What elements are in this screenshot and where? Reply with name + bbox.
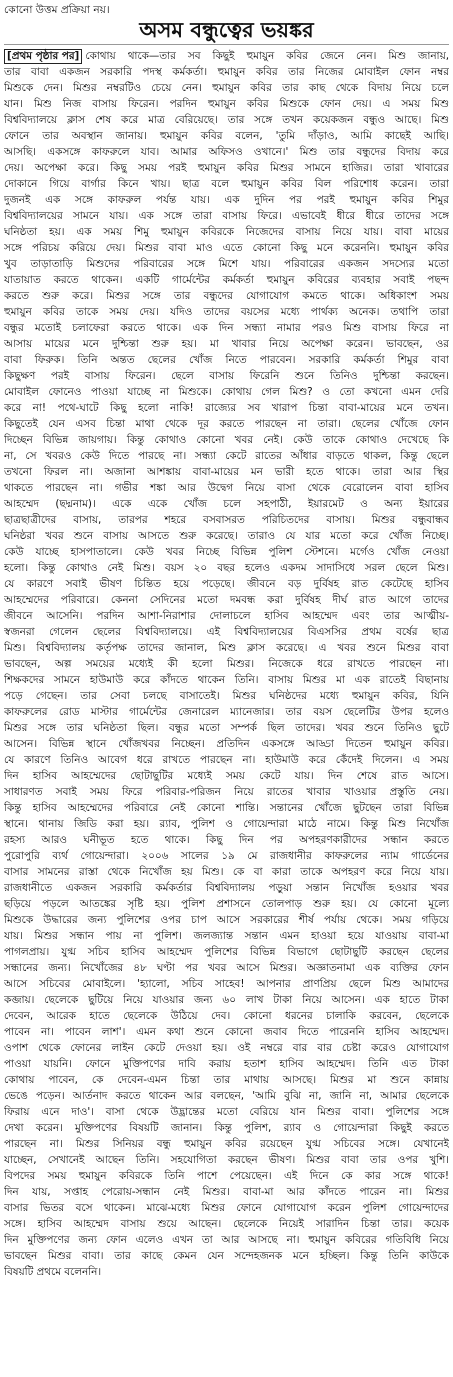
- article-line-text: জীবনে আসেনি। পরদিন আশা-নিরাশার দোলাচলে হাসিব আহম্মেদ এবং তার আত্মীয়-: [4, 610, 449, 622]
- article-line-text: দেয়। অপেক্ষা করে। কিছু সময় পরই হুমায়ুন কবির মিশুর সামনে হাজির। তারা খাবারের: [4, 162, 449, 174]
- article-line-text: দিন মুক্তিপণের জন্য ফোন এলেও এখন তা আর আসছে না। হুমায়ুন কবিরের গতিবিধি নিয়ে: [4, 1234, 449, 1246]
- article-line-text: খুব তাড়াতাড়ি মিশুদের পরিবারের সঙ্গে মিশে যায়। পরিবারের একজন সদস্যের মতো: [4, 258, 449, 270]
- article-line: [4, 1120, 449, 1136]
- article-line: [4, 1008, 449, 1024]
- article-line: [4, 736, 449, 752]
- article-line: [4, 480, 449, 496]
- article-line-text: বিশ্ববিদ্যালয়ে ক্লাস শেষ করে মাত্র বেরিয়েছে। তার সঙ্গে তখন কয়েকজন বন্ধুও আছে। মিশু: [4, 114, 449, 126]
- article-line: [4, 176, 449, 192]
- article-line-text: কিছুক্ষণ পরই বাসায় ফিরেন। ছেলে বাসায় ফিরেনি শুনে তিনিও দুশ্চিন্তা করছেন।: [4, 370, 449, 382]
- article-line-text: আসেন। বিভিন্ন স্থানে খোঁজখবর নিচ্ছেন। প্রতিদিন একসঙ্গে আড্ডা দিতেন হুমায়ুন কবির।: [4, 738, 449, 750]
- article-line: [4, 224, 449, 240]
- article-line: [4, 368, 449, 384]
- article-line-text: পারছেন না। মিশুর সিনিয়র বন্ধু হুমায়ুন কবির রয়েছেন যুগ্ম সচিবের সঙ্গে। যেখানেই: [4, 1138, 449, 1150]
- article-line-text: আসছি। একসঙ্গে কাফরুলে যাব। আমার অফিসও ওখানে।' মিশু তার বন্ধুদের বিদায় করে: [4, 146, 449, 158]
- article-line-text: আহম্মেদের পরিবারে। কেননা সেদিনের মতো দমবন্ধ করা দুর্বিষহ দীর্ঘ রাত আগে তাদের: [4, 594, 449, 606]
- article-line: [4, 992, 449, 1008]
- article-line: [4, 976, 449, 992]
- article-line-text: কোথায় পাবেন, কে দেবেন-এমন চিন্তা তার মাথায় আসছে। মিশুর মা শুনে কান্নায়: [4, 1074, 449, 1086]
- article-line: [4, 448, 449, 464]
- article-line-text: দিন যায়, সপ্তাহ পেরোয়-সন্ধান নেই মিশুর। বাবা-মা আর কাঁদতে পারেন না। মিশুর: [4, 1186, 449, 1198]
- article-line: [4, 1232, 449, 1248]
- article-line: [4, 816, 449, 832]
- article-line: [4, 624, 449, 640]
- article-line-text: বাসার ভিতর বসে থাকেন। মাঝে-মধ্যে মিশুর ফোনে যোগাযোগ করেন পুলিশ গোয়েন্দাদের: [4, 1202, 449, 1214]
- article-line: [4, 512, 449, 528]
- article-line-text: কাফরুলের রোড মাস্টার গার্মেন্টের জেনারেল ম্যানেজার। তার বয়স ছেলেটির উপর হলেও: [4, 706, 449, 718]
- article-line: [4, 496, 449, 512]
- article-line: [4, 864, 449, 880]
- article-line-text: মিশুর সঙ্গে তার ঘনিষ্ঠতা ছিল। বন্ধুর মতো সম্পর্ক ছিল তাদের। খবর শুনে তিনিও ছুটে: [4, 722, 449, 734]
- article-line-text: ছাত্রছাত্রীদের বাসায়, তারপর শহরে বসবাসরত পরিচিতদের বাসায়। মিশুর বন্ধুবান্ধব: [4, 514, 449, 526]
- article-line-text: হলো। কিন্তু কোথাও নেই মিশু। বয়স ২০ বছর হলেও একদম সাদাসিধে সরল ছেলে মিশু।: [4, 562, 449, 574]
- article-line-text: না, সে খবরও কেউ দিতে পারছে না। সন্ধ্যা কেটে রাতের আঁধার বাড়তে থাকল, কিন্তু ছেলে: [4, 450, 449, 462]
- article-line: [4, 720, 449, 736]
- article-line-text: রহস্য আরও ঘনীভূত হতে থাকে। কিছু দিন পর অপহরণকারীদের সন্ধান করতে: [4, 834, 449, 846]
- article-line: [4, 1200, 449, 1216]
- article-line: [4, 272, 449, 288]
- article-line-text: সঙ্গে পরিচয় করিয়ে দেয়। মিশুর বাবা মাও এতে কোনো কিছু মনে করেননি। হুমায়ুন কবির: [4, 242, 449, 254]
- article-line-text: যাতায়াত করতে থাকেন। একটি গার্মেন্টের কর্মকর্তা হুমায়ুন কবিরের ব্যবহার সবাই পছন্দ: [4, 274, 449, 286]
- article-line: [4, 928, 449, 944]
- article-line: [4, 80, 449, 96]
- article-line: [4, 896, 449, 912]
- article-line: [4, 944, 449, 960]
- article-line: [4, 1264, 449, 1280]
- article-line-text: পড়ে গেছেন। তার সেবা চলছে বাসাতেই। মিশুর ঘনিষ্ঠদের মধ্যে হুমায়ুন কবির, যিনি: [4, 690, 449, 702]
- article-line-text: বিপদের সময় হুমায়ুন কবিরকে তিনি পাশে পেয়েছেন। এই দিনে কে কার সঙ্গে থাকে!: [4, 1170, 449, 1182]
- article-line: [4, 400, 449, 416]
- article-line-text: আসায় মায়ের মনে দুশ্চিন্তা শুরু হয়। মা খাবার নিয়ে অপেক্ষা করেন। ভাবছেন, ওর: [4, 338, 449, 350]
- article-line-text: কেউ যাচ্ছে হাসপাতালে। কেউ খবর নিচ্ছে বিভিন্ন পুলিশ স্টেশনে। মর্গেও খোঁজ নেওয়া: [4, 546, 449, 558]
- article-line-text: যে কারণে সবাই ভীষণ চিন্তিত হয়ে পড়েছে। জীবনে বড় দুর্বিষহ রাত কেটেছে হাসিব: [4, 578, 449, 590]
- article-line-text: কোথায় থাকে—তার সব কিছুই হুমায়ুন কবির জেনে নেন। মিশু জানায়,: [85, 50, 449, 62]
- article-line: [4, 208, 449, 224]
- article-line: [4, 304, 449, 320]
- article-line: [4, 432, 449, 448]
- article-line: [4, 384, 449, 400]
- article-line: [4, 288, 449, 304]
- article-line-text: যে কারণে তিনিও আবেগ ধরে রাখতে পারছেন না। হাউমাউ করে কেঁদেই দিলেন। এ সময়: [4, 754, 449, 766]
- article-body: [4, 48, 449, 1280]
- article-line: [4, 1104, 449, 1120]
- article-line-text: ওপাশ থেকে ফোনের লাইন কেটে দেওয়া হয়। ওই নম্বরে বার বার চেষ্টা করেও যোগাযোগ: [4, 1042, 449, 1054]
- article-line: [4, 880, 449, 896]
- article-line-text: বাবা ফিরুক। তিনি অন্তত ছেলের খোঁজ নিতে পারবেন। সরকারি কর্মকর্তা শিমুর বাবা: [4, 354, 449, 366]
- article-line: [4, 576, 449, 592]
- article-line: [4, 688, 449, 704]
- article-line-text: যান। মিশু নিজ বাসায় ফিরেন। পরদিন হুমায়ুন কবির মিশুকে ফোন দেয়। এ সময় মিশু: [4, 98, 449, 110]
- article-line: [4, 352, 449, 368]
- article-line: [4, 464, 449, 480]
- article-line-text: পাওয়া যায়নি। ফোনে মুক্তিপণের দাবি করায় হতাশ হাসিব আহম্মেদ। তিনি এত টাকা: [4, 1058, 449, 1070]
- article-line-text: পাবেন না। পাবেন লাশ'। এমন কথা শুনে কোনো জবাব দিতে পারেননি হাসিব আহম্মেদ।: [4, 1026, 449, 1038]
- article-headline: অসম বন্ধুত্বের ভয়ঙ্কর: [4, 18, 449, 45]
- article-line: [4, 1072, 449, 1088]
- article-line: [4, 832, 449, 848]
- article-line-text: কব্জায়। ছেলেকে ছুটিয়ে নিয়ে যাওয়ার জন্য ৬০ লাখ টাকা নিয়ে আসেন। এক হাতে টাকা: [4, 994, 449, 1006]
- article-line-text: দিচ্ছেন বিভিন্ন জায়গায়। কিন্তু কোথাও কোনো খবর নেই। কেউ তাকে কোথাও দেখেছে কি: [4, 434, 449, 446]
- article-line-text: আসে সচিবের মোবাইলে। 'হ্যালো, সচিব সাহেব! আপনার প্রাণপ্রিয় ছেলে মিশু আমাদের: [4, 978, 449, 990]
- article-line-text: ফোনে তার অবস্থান জানায়। হুমায়ুন কবির বলেন, 'তুমি দাঁড়াও, আমি কাছেই আছি।: [4, 130, 449, 142]
- article-line: [4, 912, 449, 928]
- article-line: [4, 48, 449, 64]
- article-line-text: ঘনিষ্ঠতা হয়। এক সময় শিমু হুমায়ুন কবিরকে নিজেদের বাসায় নিয়ে যায়। বাবা মায়ের: [4, 226, 449, 238]
- article-line: [4, 560, 449, 576]
- article-line: [4, 640, 449, 656]
- article-line: [4, 656, 449, 672]
- article-line-text: সঙ্গে। হাসিব আহম্মেদ বাসায় শুয়ে আছেন। ছেলেকে নিয়েই সারাদিন চিন্তা তার। কয়েক: [4, 1218, 449, 1230]
- article-line: [4, 320, 449, 336]
- article-line: [4, 1136, 449, 1152]
- article-line: [4, 240, 449, 256]
- article-line-text: ছড়িয়ে পড়লে আতঙ্কের সৃষ্টি হয়। পুলিশ প্রশাসনে তোলপাড় শুরু হয়। যে কোনো মূল্যে: [4, 898, 449, 910]
- article-line-text: দোকানে গিয়ে বার্গার কিনে খায়। ছাত্র বলে হুমায়ুন কবির বিল পরিশোধ করেন। তারা: [4, 178, 449, 190]
- article-line: [4, 416, 449, 432]
- article-line-text: তার বাবা একজন সরকারি পদস্থ কর্মকর্তা। হুমায়ুন কবির তার নিজের মোবাইল ফোন নম্বর: [4, 66, 449, 78]
- article-line-text: মিশুকে দেন। মিশুর নম্বরটিও চেয়ে নেন। হুমায়ুন কবির তার কাছ থেকে বিদায় নিয়ে চলে: [4, 82, 449, 94]
- article-line-text: স্বজনরা গেলেন ছেলের বিশ্ববিদ্যালয়ে। এই বিশ্ববিদ্যালয়ের বিএসসির প্রথম বর্ষের ছাত্র: [4, 626, 449, 638]
- article-line-text: শিক্ষকদের সামনে হাউমাউ করে কাঁদতে থাকেন তিনি। বাসায় মিশুর মা এক রাতেই বিছানায়: [4, 674, 449, 686]
- article-line-text: ভাবছেন, অল্প সময়ের মধ্যেই কী হলো মিশুর। নিজেকে ধরে রাখতে পারছেন না।: [4, 658, 449, 670]
- article-line: [4, 1248, 449, 1264]
- article-line: [4, 1040, 449, 1056]
- article-line: [4, 528, 449, 544]
- article-line-text: সাধারণত সবাই সময় ফিরে পরিবার-পরিজন নিয়ে রাতের খাবার খাওয়ার প্রস্তুতি নেয়।: [4, 786, 449, 798]
- article-line: [4, 1088, 449, 1104]
- article-line: [4, 128, 449, 144]
- article-line: [4, 144, 449, 160]
- article-line: [4, 1168, 449, 1184]
- article-line: [4, 704, 449, 720]
- article-line: [4, 256, 449, 272]
- article-line-text: ঘনিষ্ঠরা খবর শুনে বাসায় আসতে শুরু করেছে। তারাও যে যার মতো করে খোঁজ নিচ্ছে।: [4, 530, 449, 542]
- article-line-text: থাকতে পারছেন না। গভীর শঙ্কা আর উদ্বেগ নিয়ে বাসা থেকে বেরোলেন বাবা হাসিব: [4, 482, 449, 494]
- continued-from-label: [প্রথম পৃষ্ঠার পর]: [4, 49, 82, 64]
- article-line-text: কিছুতেই যেন এসব চিন্তা মাথা থেকে দূর করতে পারছেন না তারা। ছেলের খোঁজে ফোন: [4, 418, 449, 430]
- article-line: [4, 160, 449, 176]
- article-line-text: করতে শুরু করে। মিশুর সঙ্গে তার বন্ধুদের যোগাযোগ কমতে থাকে। অধিকাংশ সময়: [4, 290, 449, 302]
- article-line-text: যাচ্ছেন, সেখানেই আছেন তিনি। সহযোগিতা করছেন ভীষণ। মিশুর বাবা তার ওপর খুশি।: [4, 1154, 449, 1166]
- article-line-text: ফিরায় এনে দাও'। বাসা থেকে উদ্ভ্রান্তের মতো বেরিয়ে যান মিশুর বাবা। পুলিশের সঙ্গে: [4, 1106, 449, 1118]
- article-line: [4, 1184, 449, 1200]
- article-line-text: দেবেন, আরেক হাতে ছেলেকে উঠিয়ে দেব। কোনো ধরনের চালাকি করবেন, ছেলেকে: [4, 1010, 449, 1022]
- article-line: [4, 112, 449, 128]
- article-line: [4, 672, 449, 688]
- article-line-text: পাগলপ্রায়। যুগ্ম সচিব হাসিব আহম্মেদ পুলিশের বিভিন্ন বিভাগে ছোটাছুটি করছেন ছেলের: [4, 946, 449, 958]
- article-line-text: বাসার সামনের রাস্তা থেকে নিখোঁজ হয় মিশু। কে বা কারা তাকে অপহরণ করে নিয়ে যায়।: [4, 866, 449, 878]
- article-line: [4, 784, 449, 800]
- article-line-text: যায়। মিশুর সন্ধান পায় না পুলিশ। জলজ্যান্ত সন্তান এমন হাওয়া হয়ে যাওয়ায় বাবা-মা: [4, 930, 449, 942]
- article-line-text: বিশ্ববিদ্যালয়ের সামনে যায়। এক সঙ্গে তারা বাসায় ফিরে। এভাবেই ধীরে ধীরে তাদের সঙ্গে: [4, 210, 449, 222]
- article-line: [4, 608, 449, 624]
- article-line-text: বিষয়টি প্রথমে বলেননি।: [4, 1266, 102, 1278]
- article-line-text: ভেঙে পড়েন। আর্তনাদ করতে থাকেন আর বলছেন, 'আমি বুঝি না, জানি না, আমার ছেলেকে: [4, 1090, 449, 1102]
- article-line-text: তখনো ফিরল না। অজানা আশঙ্কায় বাবা-মায়ের মন ভারী হতে থাকে। তারা আর স্থির: [4, 466, 449, 478]
- article-line-text: ভাবছেন মিশুর বাবা। তার কাছে কেমন যেন সন্দেহজনক মনে হচ্ছিল। কিন্তু তিনি কাউকে: [4, 1250, 449, 1262]
- article-line-text: হুমায়ুন কবির তাকে সময় দেয়। যদিও তাদের বয়সের মধ্যে পার্থক্য অনেক। তথাপি তারা: [4, 306, 449, 318]
- article-line-text: বন্ধুর মতোই চলাফেরা করতে থাকে। এক দিন সন্ধ্যা নামার পরও মিশু বাসায় ফিরে না: [4, 322, 449, 334]
- article-line-text: পুরোপুরি ব্যর্থ গোয়েন্দারা। ২০০৬ সালের ১৯ মে রাজধানীর কাফরুলের ন্যাম গার্ডেনের: [4, 850, 449, 862]
- article-line-text: রাজধানীতে একজন সরকারি কর্মকর্তার বিশ্ববিদ্যালয় পড়ুয়া সন্তান নিখোঁজ হওয়ার খবর: [4, 882, 449, 894]
- article-line-text: সন্ধানের জন্য। নিখোঁজের ৪৮ ঘণ্টা পর খবর আসে মিশুর। অজ্ঞাতনামা এক ব্যক্তির ফোন: [4, 962, 449, 974]
- article-line: [4, 544, 449, 560]
- article-line: [4, 336, 449, 352]
- article-line: [4, 1216, 449, 1232]
- article-line-text: দিন হাসিব আহম্মেদের ছোটাছুটির মধ্যেই সময় কেটে যায়। দিন শেষে রাত আসে।: [4, 770, 449, 782]
- article-line: [4, 592, 449, 608]
- article-line: [4, 192, 449, 208]
- previous-article-fragment: কোনো উত্তম প্রক্রিয়া নয়।: [4, 4, 110, 16]
- article-line: [4, 848, 449, 864]
- article-line-text: মিশু। বিশ্ববিদ্যালয় কর্তৃপক্ষ তাদের জানাল, মিশু ক্লাস করেছে। এ খবর শুনে মিশুর বাবা: [4, 642, 449, 654]
- article-line-text: করে না! পথে-ঘাটে কিছু হলো নাকি! রাজ্যের সব খারাপ চিন্তা বাবা-মায়ের মনে তখন।: [4, 402, 449, 414]
- article-line: [4, 1152, 449, 1168]
- article-line: [4, 1056, 449, 1072]
- article-line-text: স্থানে। থানায় জিডি করা হয়। র‍্যাব, পুলিশ ও গোয়েন্দারা মাঠে নামে। কিন্তু মিশু নিখোঁজ: [4, 818, 449, 830]
- article-line-text: কিন্তু হাসিব আহম্মেদের পরিবারে নেই কোনো শান্তি। সন্তানের খোঁজে ছুটছেন তারা বিভিন্ন: [4, 802, 449, 814]
- article-line-text: মিশুকে উদ্ধারের জন্য পুলিশের ওপর চাপ আসে সরকারের শীর্ষ পর্যায় থেকে। সময় গড়িয়ে: [4, 914, 449, 926]
- article-line: [4, 768, 449, 784]
- article-line: [4, 800, 449, 816]
- article-line: [4, 64, 449, 80]
- article-line-text: মোবাইল ফোনেও পাওয়া যাচ্ছে না মিশুকে। কোথায় গেল মিশু? ও তো কখনো এমন দেরি: [4, 386, 449, 398]
- article-line: [4, 752, 449, 768]
- article-line: [4, 96, 449, 112]
- article-line-text: দেখা করেন। মুক্তিপণের বিষয়টি জানান। কিন্তু পুলিশ, র‍্যাব ও গোয়েন্দারা কিছুই করতে: [4, 1122, 449, 1134]
- article-line: [4, 960, 449, 976]
- article-line-text: দুজনই এক সঙ্গে কাফরুল পর্যন্ত যায়। এক দুদিন পর পরই হুমায়ুন কবির শিমুর: [4, 194, 449, 206]
- article-line: [4, 1024, 449, 1040]
- article-line-text: আহম্মেদ (ছদ্মনাম)। একে একে খোঁজ চলে সহপাঠী, ইয়ারমেট ও অন্য ইয়ারের: [4, 498, 449, 510]
